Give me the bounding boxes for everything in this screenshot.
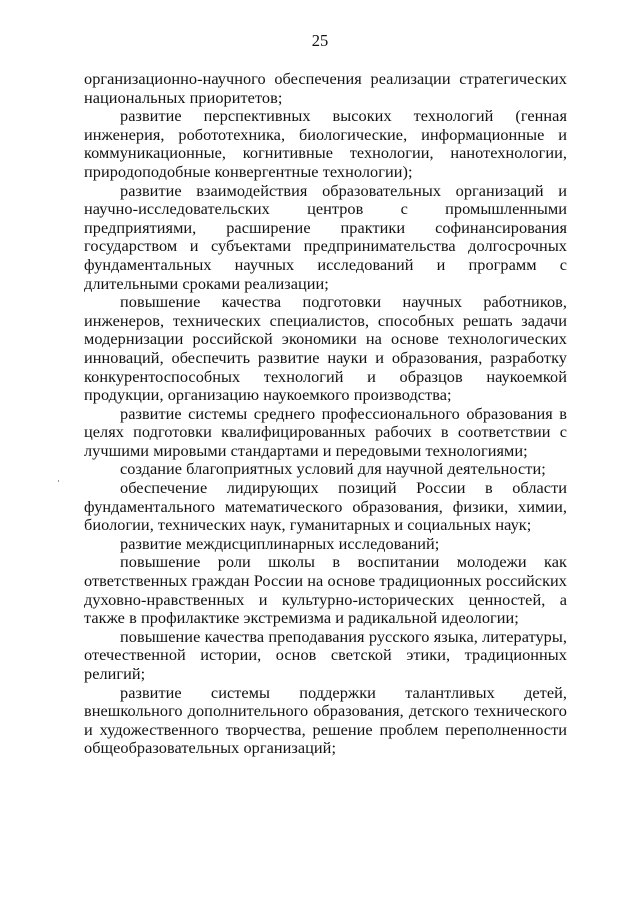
scan-margin-mark: [58, 480, 59, 482]
paragraph-3: развитие взаимодействия образовательных организаций и научно-исследовательских центров с промышленными предприятиями, расширение практики софинансирования государством и субъектами предпринимательства долгосрочных фундаментальных научных исследований и программ с длительными сроками реализации;: [84, 180, 567, 293]
document-body: [84, 70, 567, 758]
paragraph-10: повышение качества преподавания русского языка, литературы, отечественной истории, основ светской этики, традиционных религий;: [84, 626, 567, 683]
paragraph-5: развитие системы среднего профессионального образования в целях подготовки квалифицированных рабочих в соответствии с лучшими мировыми стандартами и передовыми технологиями;: [84, 403, 567, 460]
paragraph-11: развитие системы поддержки талантливых детей, внешкольного дополнительного образования, детского технического и художественного творчества, решение проблем переполненности общеобразовательных организаций;: [84, 682, 567, 758]
paragraph-2: развитие перспективных высоких технологий (генная инженерия, робототехника, биологические, информационные и коммуникационные, когнитивные технологии, нанотехнологии, природоподобные конвергентные технологии);: [84, 106, 567, 181]
paragraph-1: организационно-научного обеспечения реализации стратегических национальных приоритетов;: [84, 69, 567, 107]
paragraph-7: обеспечение лидирующих позиций России в области фундаментального математического образования, физики, химии, биологии, технических наук, гуманитарных и социальных наук;: [84, 478, 567, 535]
paragraph-6: создание благоприятных условий для научной деятельности;: [120, 459, 546, 479]
page-number: 25: [311, 31, 329, 50]
paragraph-9: повышение роли школы в воспитании молодежи как ответственных граждан России на основе традиционных российских духовно-нравственных и культурно-исторических ценностей, а также в профилактике экстремизма и радикальной идеологии;: [84, 552, 567, 628]
paragraph-4: повышение качества подготовки научных работников, инженеров, технических специалистов, способных решать задачи модернизации российской экономики на основе технологических инноваций, обеспечить развитие науки и образования, разработку конкурентоспособных технологий и образцов наукоемкой продукции, организацию наукоемкого производства;: [84, 292, 567, 405]
paragraph-8: развитие междисциплинарных исследований;: [120, 533, 440, 553]
